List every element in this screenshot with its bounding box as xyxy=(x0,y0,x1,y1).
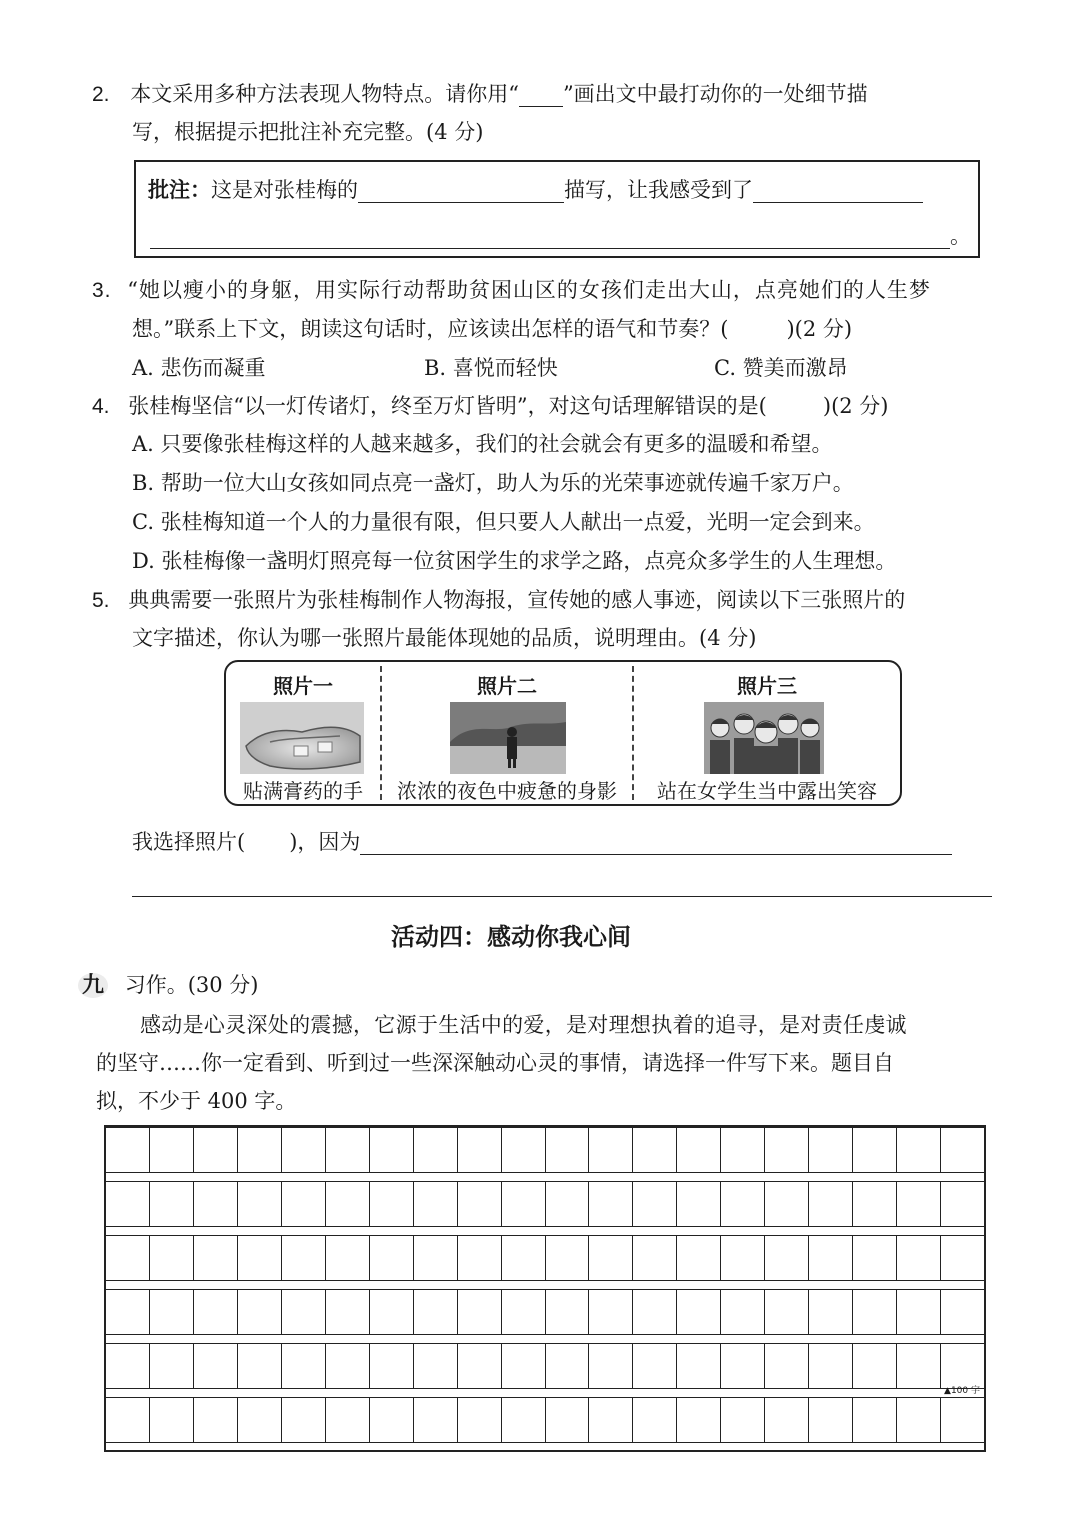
q4-option-c: C. 张桂梅知道一个人的力量很有限，但只要人人献出一点爱，光明一定会到来。 xyxy=(132,510,875,534)
grid-cell[interactable] xyxy=(282,1344,326,1388)
grid-cell[interactable] xyxy=(194,1344,238,1388)
grid-cell[interactable] xyxy=(502,1236,546,1280)
grid-cell[interactable] xyxy=(502,1290,546,1334)
grid-cell[interactable] xyxy=(941,1236,984,1280)
grid-cell[interactable] xyxy=(941,1128,984,1172)
underline-sample xyxy=(519,82,563,107)
grid-cell[interactable] xyxy=(414,1182,458,1226)
grid-cell[interactable] xyxy=(765,1398,809,1442)
grid-cell[interactable] xyxy=(238,1290,282,1334)
photo-2-title: 照片二 xyxy=(477,674,537,698)
grid-cell[interactable] xyxy=(106,1290,150,1334)
grid-row[interactable] xyxy=(106,1343,984,1389)
photo-option-3[interactable] xyxy=(634,662,900,804)
grid-cell[interactable] xyxy=(458,1236,502,1280)
grid-row[interactable] xyxy=(106,1127,984,1173)
photo-2-caption: 浓浓的夜色中疲惫的身影 xyxy=(397,779,617,803)
grid-cell[interactable] xyxy=(897,1128,941,1172)
q5-answer-line: 我选择照片( )，因为 xyxy=(132,826,952,856)
grid-cell[interactable] xyxy=(677,1182,721,1226)
grid-cell[interactable] xyxy=(546,1128,590,1172)
q4-stem: 4. 张桂梅坚信“以一灯传诸灯，终至万灯皆明”，对这句话理解错误的是( )(2 分) xyxy=(92,394,889,418)
photo-3-title: 照片三 xyxy=(737,674,797,698)
grid-cell[interactable] xyxy=(941,1344,984,1388)
grid-row[interactable] xyxy=(106,1397,984,1443)
q3-option-a: A. 悲伤而凝重 xyxy=(132,356,266,380)
grid-cell[interactable] xyxy=(370,1344,414,1388)
grid-cell[interactable] xyxy=(414,1236,458,1280)
grid-cell[interactable] xyxy=(326,1182,370,1226)
q3-option-b: B. 喜悦而轻快 xyxy=(424,356,558,380)
grid-cell[interactable] xyxy=(502,1182,546,1226)
grid-cell[interactable] xyxy=(721,1344,765,1388)
photo-1-caption: 贴满膏药的手 xyxy=(243,779,363,803)
annotation-blank-3[interactable] xyxy=(150,224,950,249)
grid-cell[interactable] xyxy=(589,1290,633,1334)
grid-cell[interactable] xyxy=(326,1344,370,1388)
grid-cell[interactable] xyxy=(765,1236,809,1280)
group-smile-photo-icon xyxy=(704,702,824,774)
grid-cell[interactable] xyxy=(150,1290,194,1334)
grid-cell[interactable] xyxy=(238,1398,282,1442)
grid-cell[interactable] xyxy=(194,1182,238,1226)
grid-cell[interactable] xyxy=(809,1182,853,1226)
grid-cell[interactable] xyxy=(633,1344,677,1388)
grid-cell[interactable] xyxy=(809,1344,853,1388)
activity-title: 活动四：感动你我心间 xyxy=(391,923,631,951)
grid-cell[interactable] xyxy=(897,1398,941,1442)
grid-cell[interactable] xyxy=(589,1398,633,1442)
grid-cell[interactable] xyxy=(458,1128,502,1172)
q4-option-d: D. 张桂梅像一盏明灯照亮每一位贫困学生的求学之路，点亮众多学生的人生理想。 xyxy=(132,549,897,573)
grid-cell[interactable] xyxy=(721,1236,765,1280)
q2-line1: 2. 本文采用多种方法表现人物特点。请你用“ ”画出文中最打动你的一处细节描 xyxy=(92,82,868,106)
grid-cell[interactable] xyxy=(370,1398,414,1442)
grid-cell[interactable] xyxy=(326,1290,370,1334)
q5-reason-blank-1[interactable] xyxy=(360,830,952,855)
grid-cell[interactable] xyxy=(106,1236,150,1280)
grid-cell[interactable] xyxy=(370,1182,414,1226)
q5-reason-blank-2[interactable] xyxy=(132,896,992,897)
grid-cell[interactable] xyxy=(809,1290,853,1334)
grid-cell[interactable] xyxy=(502,1128,546,1172)
grid-cell[interactable] xyxy=(458,1290,502,1334)
grid-cell[interactable] xyxy=(370,1236,414,1280)
writing-grid[interactable] xyxy=(104,1125,986,1452)
grid-cell[interactable] xyxy=(194,1398,238,1442)
grid-cell[interactable] xyxy=(941,1182,984,1226)
grid-cell[interactable] xyxy=(502,1344,546,1388)
grid-cell[interactable] xyxy=(458,1344,502,1388)
grid-cell[interactable] xyxy=(150,1236,194,1280)
grid-row[interactable] xyxy=(106,1289,984,1335)
grid-cell[interactable] xyxy=(721,1128,765,1172)
q9-prompt-line3: 拟，不少于 400 字。 xyxy=(96,1089,297,1113)
grid-cell[interactable] xyxy=(589,1128,633,1172)
grid-cell[interactable] xyxy=(414,1128,458,1172)
q2-number: 2. xyxy=(92,83,110,106)
grid-cell[interactable] xyxy=(721,1182,765,1226)
grid-cell[interactable] xyxy=(941,1290,984,1334)
grid-cell[interactable] xyxy=(677,1128,721,1172)
grid-cell[interactable] xyxy=(150,1182,194,1226)
grid-cell[interactable] xyxy=(677,1290,721,1334)
q9-prompt-line1: 感动是心灵深处的震撼，它源于生活中的爱，是对理想执着的追寻，是对责任虔诚 xyxy=(140,1013,907,1037)
grid-cell[interactable] xyxy=(765,1344,809,1388)
grid-cell[interactable] xyxy=(765,1128,809,1172)
grid-cell[interactable] xyxy=(677,1236,721,1280)
q9-prompt-line2: 的坚守……你一定看到、听到过一些深深触动心灵的事情，请选择一件写下来。题目自 xyxy=(96,1051,894,1075)
q5-line1: 5. 典典需要一张照片为张桂梅制作人物海报，宣传她的感人事迹，阅读以下三张照片的 xyxy=(92,588,906,612)
hand-photo-icon xyxy=(240,702,364,774)
grid-cell[interactable] xyxy=(853,1290,897,1334)
grid-row[interactable] xyxy=(106,1235,984,1281)
grid-cell[interactable] xyxy=(853,1236,897,1280)
grid-cell[interactable] xyxy=(194,1128,238,1172)
grid-cell[interactable] xyxy=(282,1290,326,1334)
grid-cell[interactable] xyxy=(589,1182,633,1226)
grid-cell[interactable] xyxy=(765,1182,809,1226)
grid-cell[interactable] xyxy=(809,1128,853,1172)
grid-cell[interactable] xyxy=(458,1182,502,1226)
q2-line2: 写，根据提示把批注补充完整。(4 分) xyxy=(132,120,484,144)
grid-cell[interactable] xyxy=(414,1398,458,1442)
grid-cell[interactable] xyxy=(150,1128,194,1172)
photo-3-caption: 站在女学生当中露出笑容 xyxy=(657,779,877,803)
photo-option-2[interactable] xyxy=(382,662,632,804)
grid-cell[interactable] xyxy=(677,1398,721,1442)
grid-cell[interactable] xyxy=(282,1398,326,1442)
annotation-blank-2[interactable] xyxy=(753,178,923,203)
grid-cell[interactable] xyxy=(238,1344,282,1388)
grid-row[interactable] xyxy=(106,1181,984,1227)
grid-cell[interactable] xyxy=(589,1344,633,1388)
grid-cell[interactable] xyxy=(897,1344,941,1388)
grid-cell[interactable] xyxy=(897,1182,941,1226)
photo-1-title: 照片一 xyxy=(273,674,333,698)
q4-option-a: A. 只要像张桂梅这样的人越来越多，我们的社会就会有更多的温暖和希望。 xyxy=(132,432,833,456)
q3-option-c: C. 赞美而激昂 xyxy=(714,356,848,380)
grid-cell[interactable] xyxy=(414,1290,458,1334)
annotation-blank-1[interactable] xyxy=(358,178,564,203)
grid-cell[interactable] xyxy=(897,1290,941,1334)
photo-option-1[interactable] xyxy=(226,662,380,804)
grid-cell[interactable] xyxy=(326,1236,370,1280)
grid-cell[interactable] xyxy=(370,1290,414,1334)
word-count-marker: ▲100 字 xyxy=(944,1386,980,1396)
grid-cell[interactable] xyxy=(633,1128,677,1172)
q3-line1: 3. “她以瘦小的身躯，用实际行动帮助贫困山区的女孩们走出大山，点亮她们的人生梦 xyxy=(92,278,931,302)
grid-cell[interactable] xyxy=(150,1398,194,1442)
grid-cell[interactable] xyxy=(238,1182,282,1226)
grid-cell[interactable] xyxy=(546,1182,590,1226)
grid-cell[interactable] xyxy=(546,1398,590,1442)
grid-cell[interactable] xyxy=(677,1344,721,1388)
grid-cell[interactable] xyxy=(809,1236,853,1280)
grid-cell[interactable] xyxy=(897,1236,941,1280)
grid-cell[interactable] xyxy=(414,1344,458,1388)
grid-cell[interactable] xyxy=(282,1182,326,1226)
night-figure-photo-icon xyxy=(450,702,566,774)
grid-cell[interactable] xyxy=(721,1398,765,1442)
grid-cell[interactable] xyxy=(194,1290,238,1334)
grid-cell[interactable] xyxy=(106,1182,150,1226)
grid-cell[interactable] xyxy=(853,1182,897,1226)
annotation-line1: 批注：这是对张桂梅的 描写，让我感受到了 xyxy=(148,174,923,204)
annotation-box xyxy=(134,160,980,258)
q3-line2: 想。”联系上下文，朗读这句话时，应该读出怎样的语气和节奏？( )(2 分) xyxy=(132,317,853,341)
grid-cell[interactable] xyxy=(721,1290,765,1334)
grid-cell[interactable] xyxy=(150,1344,194,1388)
grid-cell[interactable] xyxy=(633,1236,677,1280)
annotation-line2: 。 xyxy=(150,220,971,250)
grid-cell[interactable] xyxy=(326,1128,370,1172)
grid-cell[interactable] xyxy=(853,1344,897,1388)
grid-cell[interactable] xyxy=(502,1398,546,1442)
grid-cell[interactable] xyxy=(106,1344,150,1388)
grid-cell[interactable] xyxy=(589,1236,633,1280)
grid-cell[interactable] xyxy=(106,1128,150,1172)
grid-cell[interactable] xyxy=(941,1398,984,1442)
grid-cell[interactable] xyxy=(458,1398,502,1442)
grid-cell[interactable] xyxy=(238,1236,282,1280)
grid-cell[interactable] xyxy=(546,1236,590,1280)
photo-panel xyxy=(224,660,902,806)
grid-cell[interactable] xyxy=(853,1128,897,1172)
grid-cell[interactable] xyxy=(546,1344,590,1388)
q9-number-badge: 九 xyxy=(78,973,108,998)
grid-cell[interactable] xyxy=(633,1398,677,1442)
grid-cell[interactable] xyxy=(282,1236,326,1280)
q9-heading: 九 习作。(30 分) xyxy=(78,968,259,999)
q4-option-b: B. 帮助一位大山女孩如同点亮一盏灯，助人为乐的光荣事迹就传遍千家万户。 xyxy=(132,471,854,495)
grid-cell[interactable] xyxy=(853,1398,897,1442)
annotation-label: 批注： xyxy=(148,177,211,202)
grid-cell[interactable] xyxy=(238,1128,282,1172)
grid-cell[interactable] xyxy=(282,1128,326,1172)
grid-cell[interactable] xyxy=(370,1128,414,1172)
grid-cell[interactable] xyxy=(106,1398,150,1442)
grid-cell[interactable] xyxy=(765,1290,809,1334)
grid-cell[interactable] xyxy=(633,1182,677,1226)
q5-line2: 文字描述，你认为哪一张照片最能体现她的品质，说明理由。(4 分) xyxy=(132,626,757,650)
grid-cell[interactable] xyxy=(194,1236,238,1280)
grid-cell[interactable] xyxy=(326,1398,370,1442)
grid-cell[interactable] xyxy=(546,1290,590,1334)
grid-cell[interactable] xyxy=(809,1398,853,1442)
grid-cell[interactable] xyxy=(633,1290,677,1334)
